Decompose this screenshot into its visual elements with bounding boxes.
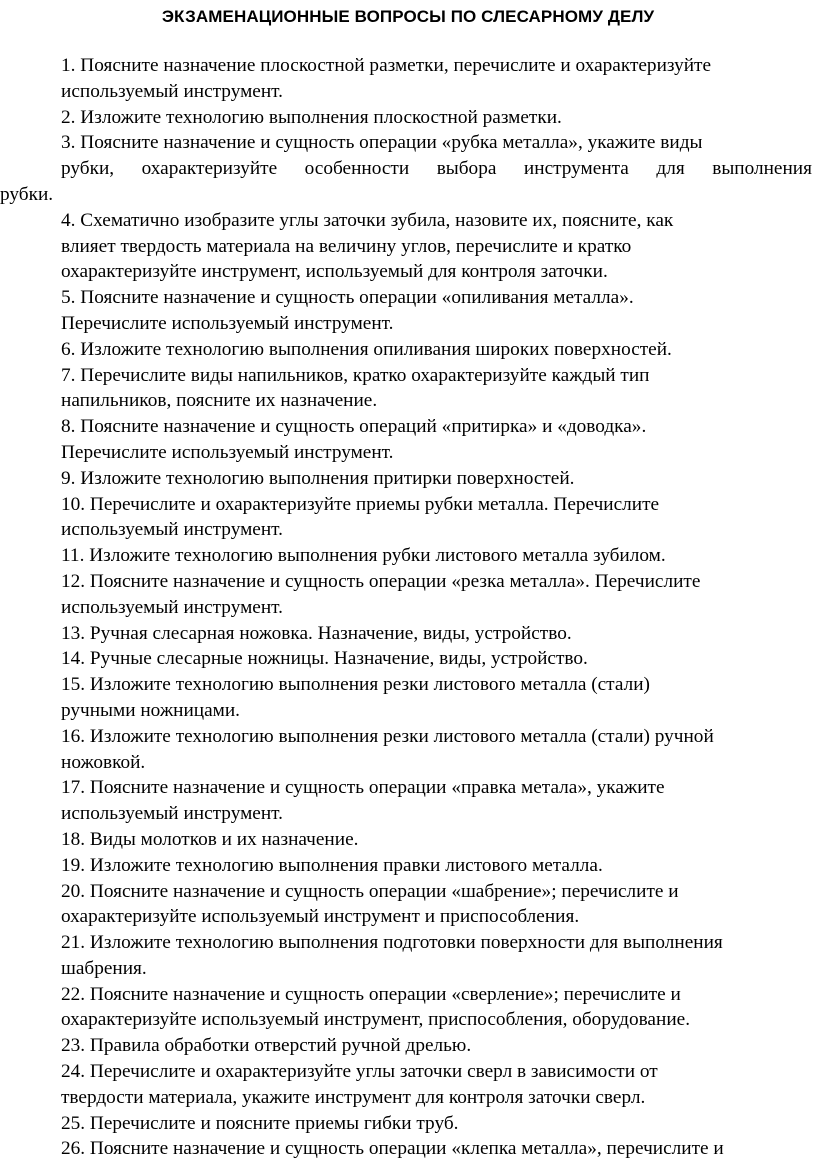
question-list [0,53,816,1162]
question-item [0,672,816,724]
question-line: ручными ножницами. [61,699,240,721]
question-item [0,1059,816,1111]
question-item [0,53,816,105]
question-line: твердости материала, укажите инструмент для контроля заточки сверл. [61,1086,646,1108]
question-line: 11. Изложите технологию выполнения рубки листового металла зубилом. [61,545,666,567]
question-item [0,337,816,363]
question-line: 2. Изложите технологию выполнения плоскостной разметки. [61,106,562,128]
question-item [0,208,816,285]
question-line: влияет твердость материала на величину углов, перечислите и кратко [61,235,632,257]
question-line: Перечислите используемый инструмент. [61,312,394,334]
question-line: 24. Перечислите и охарактеризуйте углы заточки сверл в зависимости от [61,1061,658,1083]
question-line: напильников, поясните их назначение. [61,390,378,412]
question-item [0,130,816,207]
question-item [0,724,816,776]
question-item [0,569,816,621]
question-line: 23. Правила обработки отверстий ручной дрелью. [61,1035,472,1057]
question-item [0,982,816,1034]
question-line: 16. Изложите технологию выполнения резки листового металла (стали) ручной [61,725,714,747]
question-line: используемый инструмент. [61,596,283,618]
question-line: Перечислите используемый инструмент. [61,441,394,463]
question-line: 26. Поясните назначение и сущность операции «клепка металла», перечислите и [61,1138,724,1160]
question-item [0,543,816,569]
question-line: используемый инструмент. [61,803,283,825]
question-line: 15. Изложите технологию выполнения резки листового металла (стали) [61,674,650,696]
question-line: 20. Поясните назначение и сущность операции «шабрение»; перечислите и [61,880,679,902]
question-item [0,363,816,415]
question-item [0,105,816,131]
question-item [0,285,816,337]
question-line: 13. Ручная слесарная ножовка. Назначение, виды, устройство. [61,622,572,644]
question-line: 17. Поясните назначение и сущность операции «правка метала», укажите [61,777,665,799]
question-line: 14. Ручные слесарные ножницы. Назначение, виды, устройство. [61,648,588,670]
question-line: используемый инструмент. [61,519,283,541]
question-item [0,1033,816,1059]
question-item [0,1136,816,1162]
question-line: 19. Изложите технологию выполнения правки листового металла. [61,854,603,876]
question-item [0,466,816,492]
page-title: ЭКЗАМЕНАЦИОННЫЕ ВОПРОСЫ ПО СЛЕСАРНОМУ ДЕЛУ [161,7,655,26]
question-item [0,414,816,466]
question-line: шабрения. [61,957,147,979]
question-line: 21. Изложите технологию выполнения подготовки поверхности для выполнения [61,932,723,954]
question-line: используемый инструмент. [61,80,283,102]
question-line: 22. Поясните назначение и сущность операции «сверление»; перечислите и [61,983,681,1005]
question-line: рубки. [0,183,54,205]
question-line: 6. Изложите технологию выполнения опиливания широких поверхностей. [61,338,672,360]
question-line: 10. Перечислите и охарактеризуйте приемы рубки металла. Перечислите [61,493,660,515]
question-line: 4. Схематично изобразите углы заточки зубила, назовите их, поясните, как [61,209,674,231]
question-line: 8. Поясните назначение и сущность операций «притирка» и «доводка». [61,416,647,438]
question-line: 3. Поясните назначение и сущность операции «рубка металла», укажите виды [61,132,703,154]
question-line: 7. Перечислите виды напильников, кратко охарактеризуйте каждый тип [61,364,650,386]
question-item [0,492,816,544]
question-item [0,930,816,982]
question-item [0,853,816,879]
question-item [0,775,816,827]
question-line: ножовкой. [61,751,146,773]
question-item [0,879,816,931]
question-item [0,1111,816,1137]
question-line: 9. Изложите технологию выполнения притирки поверхностей. [61,467,575,489]
question-line: рубки, охарактеризуйте особенности выбора инструмента для выполнения [61,158,812,180]
question-line: 12. Поясните назначение и сущность операции «резка металла». Перечислите [61,570,701,592]
question-line: охарактеризуйте используемый инструмент и приспособления. [61,906,580,928]
question-item [0,621,816,647]
question-item [0,646,816,672]
question-item [0,827,816,853]
question-line: охарактеризуйте инструмент, используемый для контроля заточки. [61,261,608,283]
question-line: 1. Поясните назначение плоскостной разметки, перечислите и охарактеризуйте [61,55,712,76]
question-line: 18. Виды молотков и их назначение. [61,828,359,850]
question-line: 5. Поясните назначение и сущность операции «опиливания металла». [61,287,634,309]
question-line: охарактеризуйте используемый инструмент, приспособления, оборудование. [61,1009,691,1031]
question-line: 25. Перечислите и поясните приемы гибки труб. [61,1112,459,1134]
